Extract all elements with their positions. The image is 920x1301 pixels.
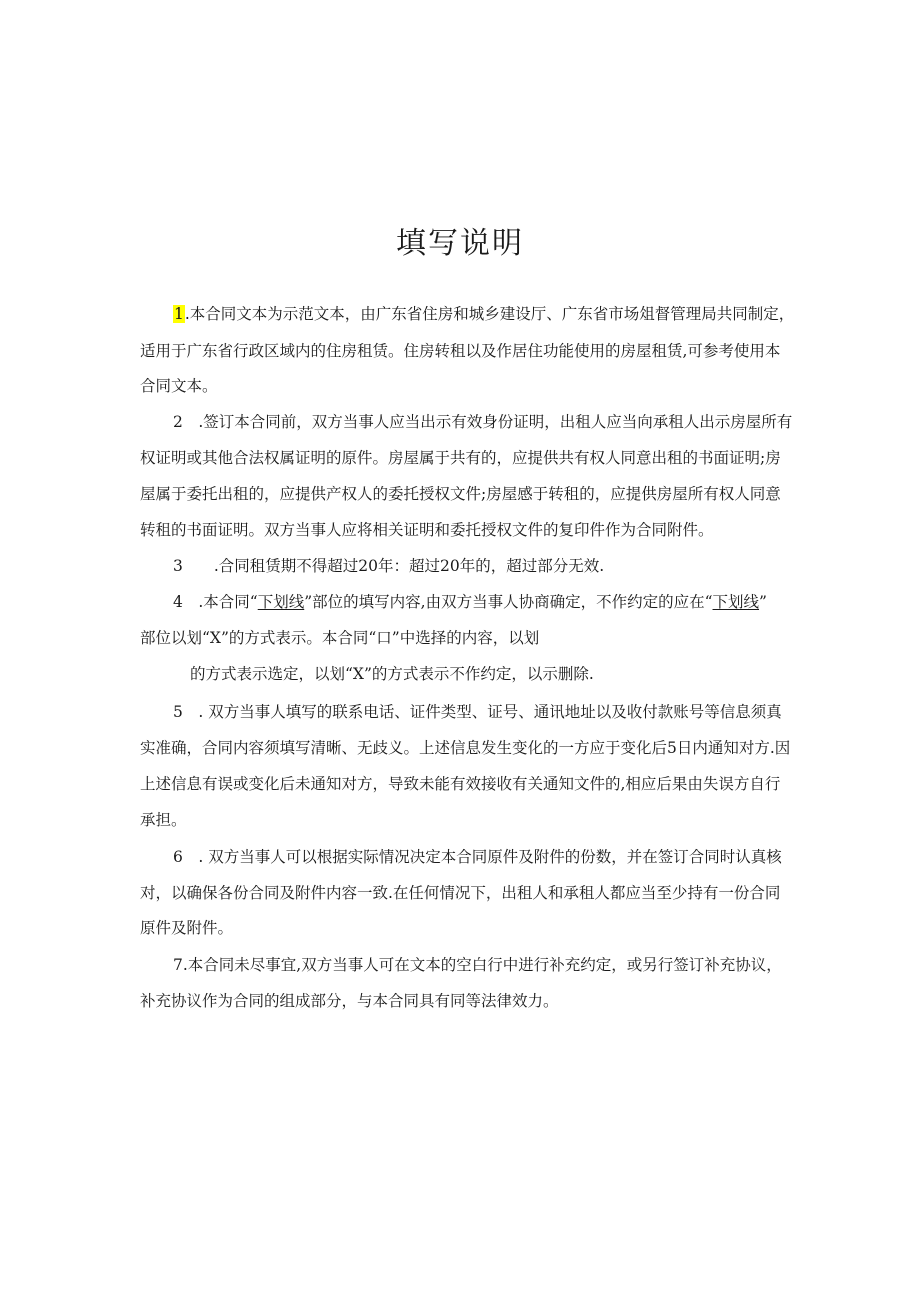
paragraph-5-line-4: 承担。 xyxy=(140,811,187,829)
underline-term: 下划线 xyxy=(257,593,305,611)
paragraph-5-line-3: 上述信息有误或变化后未通知对方，导致未能有效接收有关通知文件的,相应后果由失误方自行 xyxy=(140,775,781,793)
paragraph-5-line-2: 实准确，合同内容须填写清晰、无歧义。上述信息发生变化的一方应于变化后5日内通知对方.因 xyxy=(140,739,791,757)
paragraph-6-line-1: 6 . 双方当事人可以根据实际情况决定本合同原件及附件的份数，并在签订合同时认真核 xyxy=(173,848,782,866)
paragraph-4-line-3: 的方式表示选定，以划“X”的方式表示不作约定，以示删除. xyxy=(190,665,594,683)
underline-term: 下划线 xyxy=(712,593,760,611)
paragraph-2-line-4: 转租的书面证明。双方当事人应将相关证明和委托授权文件的复印件作为合同附件。 xyxy=(140,521,714,539)
paragraph-7-line-1: 7.本合同未尽事宜,双方当事人可在文本的空白行中进行补充约定，或另行签订补充协议， xyxy=(173,956,782,974)
paragraph-3-line-1: 3 .合同租赁期不得超过20年：超过20年的，超过部分无效. xyxy=(173,557,605,575)
paragraph-6-line-2: 对，以确保各份合同及附件内容一致.在任何情况下，出租人和承租人都应当至少持有一份合同 xyxy=(140,884,781,902)
paragraph-2-line-1: 2 .签订本合同前，双方当事人应当出示有效身份证明，出租人应当向承租人出示房屋所有 xyxy=(173,413,793,431)
paragraph-1-line-1: 1.本合同文本为示范文本，由广东省住房和城乡建设厅、广东省市场俎督管理局共同制定， xyxy=(174,305,795,323)
paragraph-5-line-1: 5 . 双方当事人填写的联系电话、证件类型、证号、通讯地址以及收付款账号等信息须真 xyxy=(173,703,782,721)
highlighted-number: 1 xyxy=(174,305,184,323)
paragraph-4-line-1: 4 .本合同“下划线”部位的填写内容,由双方当事人协商确定，不作约定的应在“下划线” xyxy=(173,593,767,611)
paragraph-7-line-2: 补充协议作为合同的组成部分，与本合同具有同等法律效力。 xyxy=(140,992,559,1010)
paragraph-2-line-2: 权证明或其他合法权属证明的原件。房屋属于共有的，应提供共有权人同意出租的书面证明;房 xyxy=(140,449,781,467)
paragraph-4-line-2: 部位以划“X”的方式表示。本合同“口”中选择的内容，以划 xyxy=(140,629,540,647)
paragraph-1-line-2: 适用于广东省行政区域内的住房租赁。住房转租以及作居住功能使用的房屋租赁,可参考使用本 xyxy=(140,342,781,360)
paragraph-2-line-3: 屋属于委托出租的，应提供产权人的委托授权文件;房屋感于转租的，应提供房屋所有权人同意 xyxy=(140,485,781,503)
paragraph-1-line-3: 合同文本。 xyxy=(140,377,218,395)
page-title: 填写说明 xyxy=(396,226,524,261)
paragraph-6-line-3: 原件及附件。 xyxy=(140,919,234,937)
